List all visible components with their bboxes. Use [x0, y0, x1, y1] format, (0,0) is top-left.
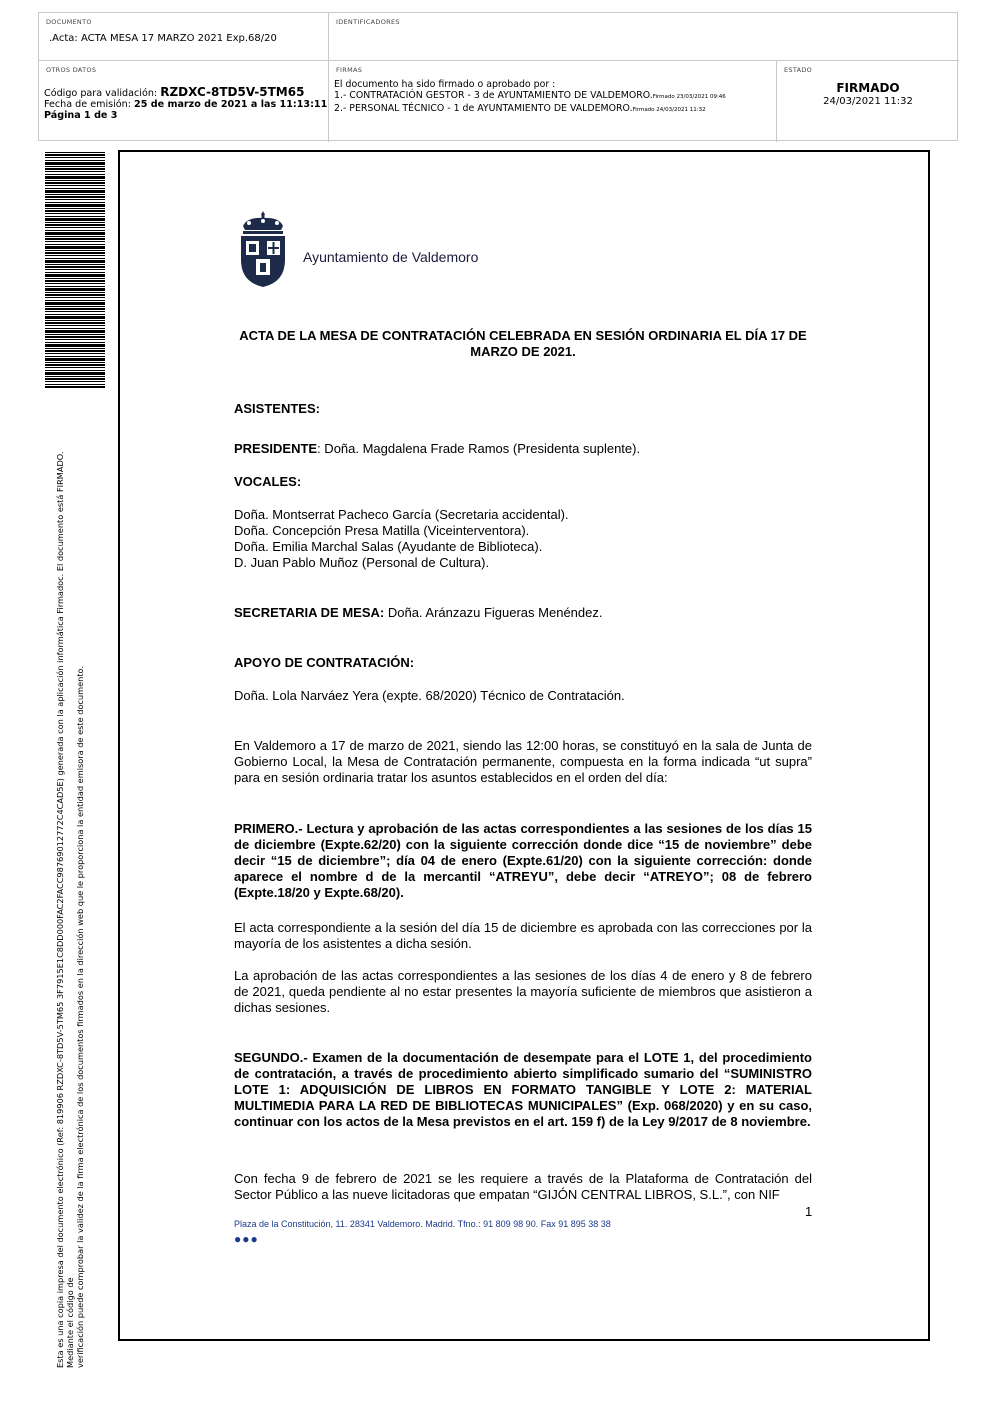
coat-of-arms-icon [237, 210, 289, 288]
otros-datos-cell [39, 61, 329, 142]
vocal-item: D. Juan Pablo Muñoz (Personal de Cultura). [234, 555, 490, 570]
apoyo-value: Doña. Lola Narváez Yera (expte. 68/2020) Técnico de Contratación. [234, 688, 625, 703]
codigo-value: RZDXC-8TD5V-5TM65 [160, 85, 305, 99]
side-text-line-2: verificación puede comprobar la validez de la firma electrónica de los documentos firmados en la dirección web que le proporciona la entidad emisora de este documento. [75, 666, 85, 1368]
identificadores-cell [329, 13, 959, 61]
document-title: ACTA DE LA MESA DE CONTRATACIÓN CELEBRADA EN SESIÓN ORDINARIA EL DÍA 17 DE MARZO DE 2021. [239, 328, 807, 359]
footer-address: Plaza de la Constitución, 11. 28341 Valdemoro. Madrid. Tfno.: 91 809 98 90. Fax 91 895 38 38 [234, 1219, 611, 1229]
paragraph-acta-aprobada: El acta correspondiente a la sesión del día 15 de diciembre es aprobada con las correcciones por la mayoría de los asistentes a dicha sesión. [234, 920, 812, 951]
vocal-item: Doña. Montserrat Pacheco García (Secretaria accidental). [234, 507, 569, 522]
estado-value: FIRMADO [836, 81, 900, 95]
vocales-heading: VOCALES: [234, 474, 302, 489]
primero-paragraph: PRIMERO.- Lectura y aprobación de las actas correspondientes a las sesiones de los días 15 de diciembre (Expte.62/20) con la siguiente corrección donde dice “15 de noviembre” debe decir “15 de diciembre”; día 04 de enero (Expte.61/20) con la siguiente corrección: donde aparece el nombre d de la mercantil “ATREYU”, debe decir “ATREYO”; 08 de febrero (Expte.18/20 y Expte.68/20). [234, 821, 812, 900]
estado-label: ESTADO [784, 66, 813, 74]
codigo-label: Código para validación: [44, 88, 158, 99]
estado-date: 24/03/2021 11:32 [823, 96, 913, 107]
organization-name: Ayuntamiento de Valdemoro [303, 249, 479, 265]
documento-label: DOCUMENTO [46, 18, 92, 26]
firmas-cell [329, 61, 777, 142]
firmas-label: FIRMAS [336, 66, 363, 74]
page-number: 1 [805, 1204, 813, 1219]
paragraph-aprobacion-pendiente: La aprobación de las actas correspondientes a las sesiones de los días 4 de enero y 8 de febrero de 2021, queda pendiente al no estar presentes la mayoría suficiente de miembros que asistieron a dichas sesiones. [234, 968, 812, 1015]
side-verification-text [55, 428, 85, 1368]
vocales-list [234, 507, 812, 571]
signature-header [38, 12, 958, 141]
asistentes-heading: ASISTENTES: [234, 401, 320, 416]
segundo-paragraph: SEGUNDO.- Examen de la documentación de desempate para el LOTE 1, del procedimiento de contratación, a través de procedimiento abierto simplificado sumario del “SUMINISTRO LOTE 1: ADQUISICIÓN DE LIBROS EN FORMATO TANGIBLE Y LOTE 2: MATERIAL MULTIMEDIA PARA LA RED DE BIBLIOTECAS MUNICIPALES” (Exp. 068/2020) y en su caso, continuar con los actos de la Mesa previstos en el art. 159 f) de la Ley 9/2017 de 8 noviembre. [234, 1050, 812, 1129]
vocal-item: Doña. Emilia Marchal Salas (Ayudante de Biblioteca). [234, 539, 543, 554]
side-text-line-1: Esta es una copia impresa del documento electrónico (Ref: 819906 RZDXC-8TD5V-5TM65 3F7915E1C8DD000FAC2FACC98769012772C4CAD5E) generada con la aplicación informática Firmadoc. El documento está FIRMADO. Mediante el código de [55, 451, 75, 1368]
secretaria-line [234, 605, 812, 621]
apoyo-heading: APOYO DE CONTRATACIÓN: [234, 655, 415, 670]
pagina-indicator: Página 1 de 3 [44, 110, 118, 121]
firmas-intro: El documento ha sido firmado o aprobado por : [334, 79, 556, 90]
estado-cell [777, 61, 959, 142]
identificadores-label: IDENTIFICADORES [336, 18, 400, 26]
documento-cell [39, 13, 329, 61]
secretaria-value: Doña. Aránzazu Figueras Menéndez. [384, 605, 603, 620]
intro-paragraph: En Valdemoro a 17 de marzo de 2021, siendo las 12:00 horas, se constituyó en la sala de Junta de Gobierno Local, la Mesa de Contratación permanente, compuesta en la forma indicada “ut supra” para en sesión ordinaria tratar los asuntos establecidos en el orden del día: [234, 738, 812, 785]
presidente-label: PRESIDENTE [234, 441, 318, 456]
presidente-line [234, 441, 812, 457]
secretaria-label: SECRETARIA DE MESA: [234, 605, 385, 620]
firma-1-date: Firmado 23/03/2021 09:46 [652, 94, 726, 100]
footer-dots: ●●● [234, 1232, 259, 1246]
paragraph-requerimiento: Con fecha 9 de febrero de 2021 se les requiere a través de la Plataforma de Contratación del Sector Público a las nueve licitadoras que empatan “GIJÓN CENTRAL LIBROS, S.L.”, con NIF [234, 1171, 812, 1202]
firma-2-date: Firmado 24/03/2021 11:32 [632, 107, 706, 113]
vocal-item: Doña. Concepción Presa Matilla (Viceinterventora). [234, 523, 530, 538]
presidente-value: : Doña. Magdalena Frade Ramos (Presidenta suplente). [317, 441, 641, 456]
fecha-label: Fecha de emisión: [44, 99, 131, 110]
firma-2: 2.- PERSONAL TÉCNICO - 1 de AYUNTAMIENTO DE VALDEMORO. [334, 103, 633, 114]
otros-datos-label: OTROS DATOS [46, 66, 97, 74]
barcode [45, 152, 105, 388]
documento-value: .Acta: ACTA MESA 17 MARZO 2021 Exp.68/20 [49, 33, 277, 44]
fecha-value: 25 de marzo de 2021 a las 11:13:11 [134, 99, 328, 110]
firma-1: 1.- CONTRATACIÓN GESTOR - 3 de AYUNTAMIENTO DE VALDEMORO. [334, 90, 653, 101]
